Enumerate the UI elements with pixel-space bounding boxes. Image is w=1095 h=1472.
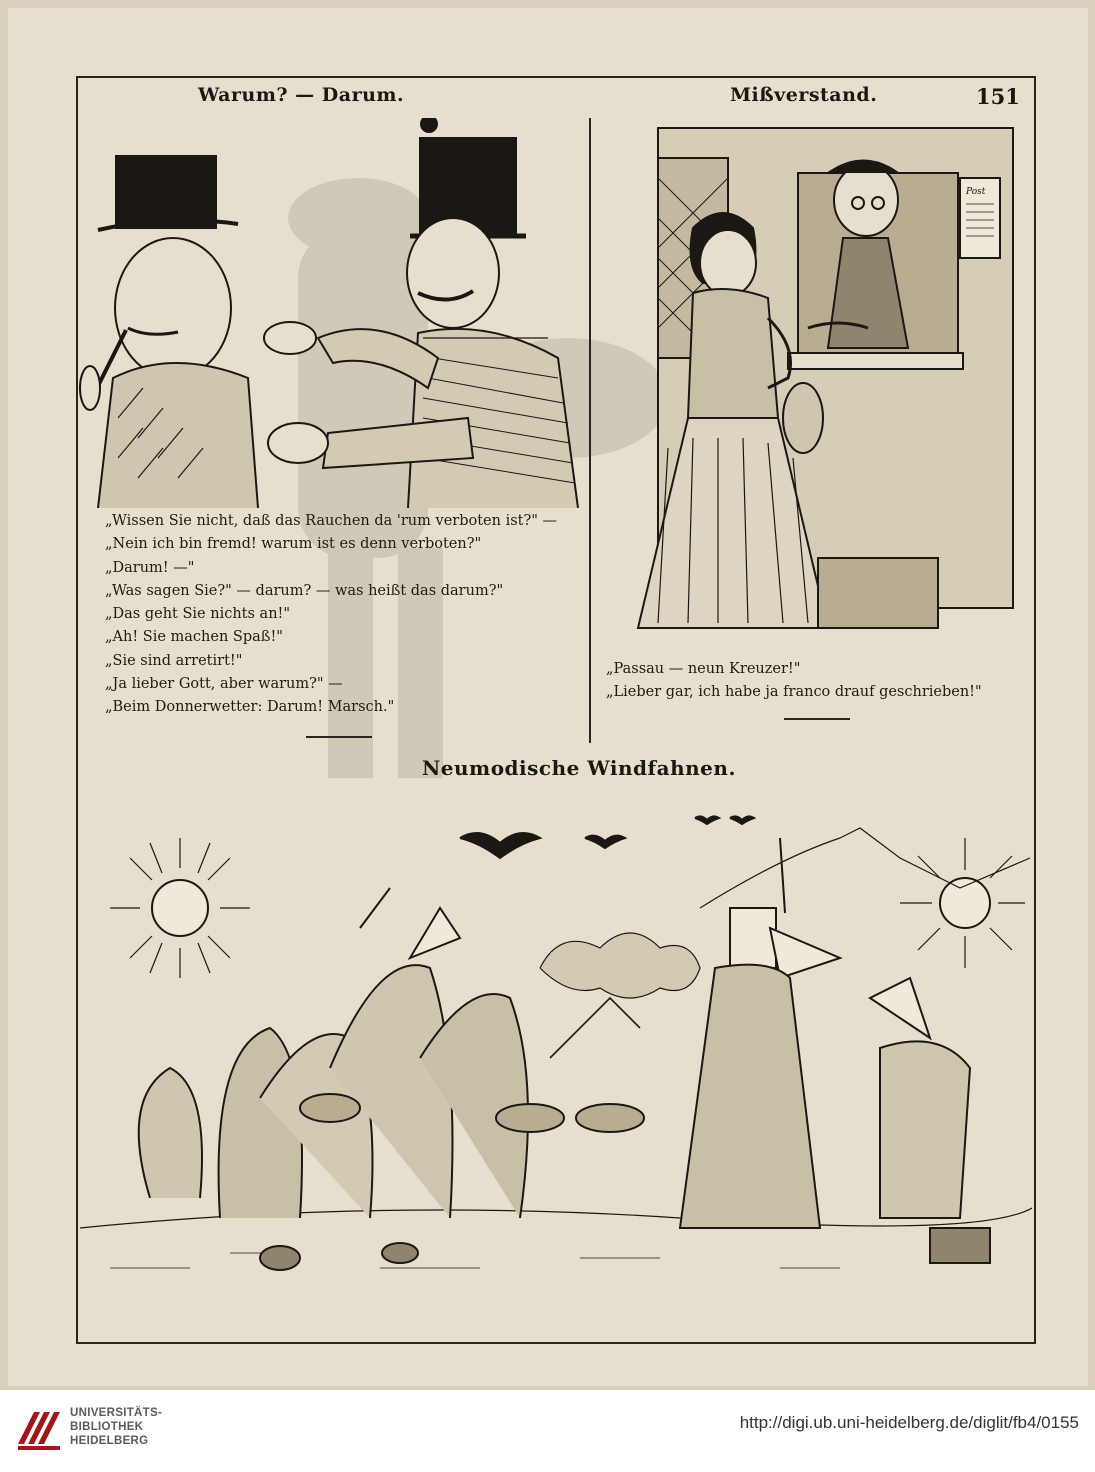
dialogue-line: „Wissen Sie nicht, daß das Rauchen da 'rum verboten ist?" — [105, 513, 558, 529]
left-cartoon-title: Warum? — Darum. [198, 84, 405, 106]
library-footer-bar [0, 1390, 1095, 1472]
page-number: 151 [976, 84, 1020, 109]
bat-icon [460, 816, 754, 858]
woman-at-post-office-illustration [598, 118, 1028, 658]
weathervanes-illustration [80, 798, 1032, 1298]
dialogue-line: „Passau — neun Kreuzer!" [606, 661, 801, 677]
left-end-rule [306, 736, 372, 738]
library-name-line: HEIDELBERG [70, 1435, 149, 1447]
library-name [70, 1406, 162, 1448]
post-notice-label: Post [966, 187, 986, 197]
paper-sheet [8, 8, 1088, 1386]
dialogue-line: „Lieber gar, ich habe ja franco drauf geschrieben!" [606, 684, 982, 701]
right-cartoon-title: Mißverstand. [730, 84, 878, 106]
dialogue-line: „Darum! —" [105, 559, 195, 576]
left-sun-icon [110, 838, 250, 978]
library-name-line: UNIVERSITÄTS- [70, 1407, 163, 1419]
dialogue-line: „Sie sind arretirt!" [105, 652, 243, 669]
dialogue-line: „Beim Donnerwetter: Darum! Marsch." [105, 699, 395, 716]
dialogue-line: „Das geht Sie nichts an!" [105, 606, 291, 623]
bottom-cartoon-title: Neumodische Windfahnen. [422, 756, 736, 780]
reverse-side-imprint [278, 1348, 282, 1361]
dialogue-line: „Ah! Sie machen Spaß!" [105, 629, 283, 646]
university-library-logo-icon [14, 1404, 64, 1454]
dialogue-line: „Was sagen Sie?" — darum? — was heißt das darum?" [105, 582, 504, 599]
digital-library-link[interactable]: http://digi.ub.uni-heidelberg.de/diglit/fb4/0155 [739, 1413, 1079, 1432]
smoker-and-policeman-illustration [78, 118, 583, 508]
dialogue-line: „Ja lieber Gott, aber warum?" — [105, 676, 343, 693]
dialogue-line: „Nein ich bin fremd! warum ist es denn verboten?" [105, 536, 482, 553]
column-divider [589, 118, 591, 743]
right-sun-icon [900, 838, 1025, 968]
right-cartoon-dialogue [606, 658, 982, 705]
right-end-rule [784, 718, 850, 720]
left-cartoon-dialogue [105, 510, 557, 720]
library-name-line: BIBLIOTHEK [70, 1421, 144, 1433]
